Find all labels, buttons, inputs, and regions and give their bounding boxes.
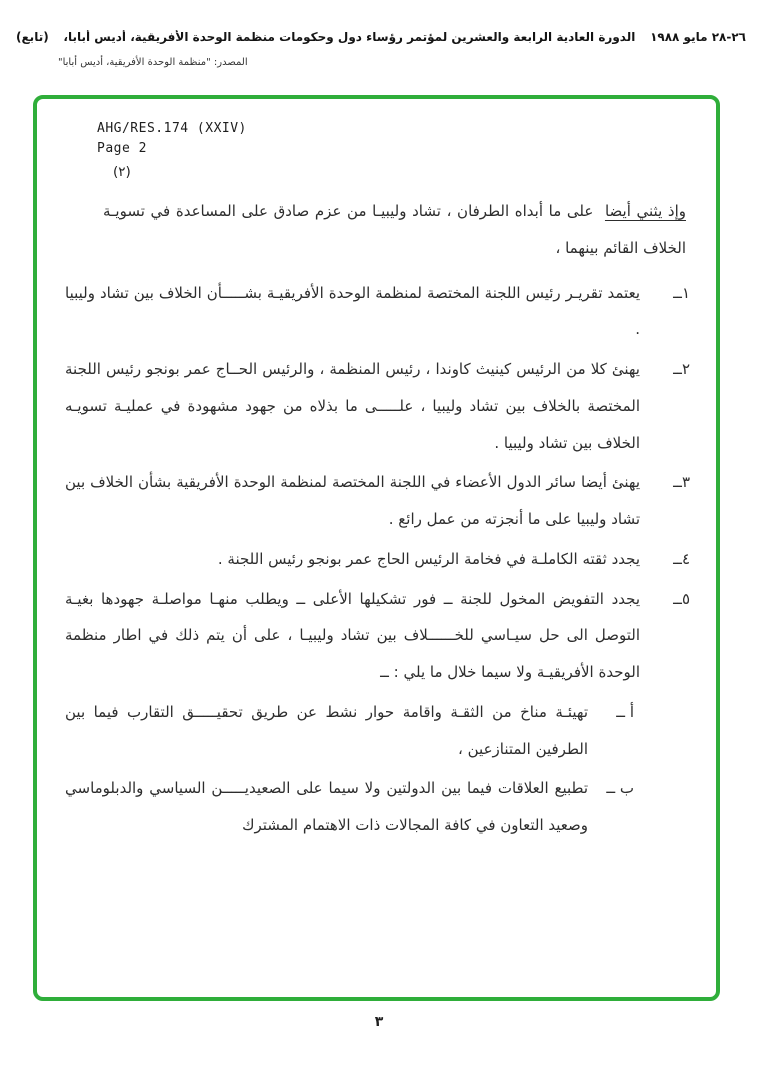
- subitem-marker: ب ــ: [606, 779, 634, 798]
- item-text: يجدد ثقته الكاملـة في فخامة الرئيس الحاج عمر بونجو رئيس اللجنة .: [217, 549, 640, 568]
- source-line: المصدر: "منظمة الوحدة الأفريقية، أديس أبابا": [58, 57, 248, 68]
- subitem-text: تطبيع العلاقات فيما بين الدولتين ولا سيما على الصعيديـــــن السياسي والدبلوماسي وصعيد التعاون في كافة المجالات ذات الاهتمام المشترك: [65, 779, 588, 835]
- resolution-number: AHG/RES.174 (XXIV): [97, 121, 247, 136]
- item-marker: ١ــ: [673, 283, 690, 302]
- preamble-underlined-phrase: وإذ يثني أيضا: [604, 202, 686, 221]
- resolution-item-2: [59, 351, 690, 461]
- item-marker: ٤ــ: [673, 549, 690, 568]
- item-marker: ٥ــ: [673, 589, 690, 608]
- document-highlight-frame: [33, 95, 720, 1001]
- item-marker: ٣ــ: [673, 473, 690, 492]
- item-marker: ٢ــ: [673, 360, 690, 379]
- resolution-item-3: [59, 464, 690, 538]
- item-text: يعتمد تقريـر رئيس اللجنة المختصة لمنظمة الوحدة الأفريقيـة بشـــــأن الخلاف بين تشاد وليبيا .: [65, 283, 640, 339]
- preamble-paragraph: [103, 193, 686, 267]
- document-reference-block: [97, 119, 690, 183]
- page-label: Page 2: [97, 141, 147, 157]
- subitem-text: تهيئـة مناخ من الثقـة واقامة حوار نشط عن طريق تحقيـــــق التقارب فيما بين الطرفين المتنازعين ،: [65, 702, 588, 758]
- resolution-subitem-b: [59, 770, 634, 844]
- session-title: الدورة العادية الرابعة والعشرين لمؤتمر رؤساء دول وحكومات منظمة الوحدة الأفريقية، أديس أبابا،: [63, 30, 636, 44]
- footer-page-number: ٣: [374, 1014, 384, 1030]
- resolution-body: [59, 193, 690, 844]
- item-text: يجدد التفويض المخول للجنة ــ فور تشكيلها الأعلى ــ ويطلب منهـا مواصلـة جهودها بغيـة التوصل الى حل سيـاسي للخــــــلاف بين تشاد وليبيـا ، على أن يتم ذلك في اطار منظمة الوحدة الأفريقيـة ولا سيما خلال ما يلي : ــ: [65, 589, 640, 682]
- preamble-text: على ما أبداه الطرفان ، تشاد وليبيـا من عزم صادق على المساعدة في تسويـة الخلاف القائم بينهما ،: [103, 202, 686, 257]
- subitem-marker: أ ــ: [616, 702, 634, 721]
- item-text: يهنئ أيضا سائر الدول الأعضاء في اللجنة المختصة لمنظمة الوحدة الأفريقية بشأن الخلاف بين تشاد وليبيا على ما أنجزته من عمل رائع .: [65, 473, 640, 529]
- resolution-subitem-a: [59, 694, 634, 768]
- continuation-tag: (تابع): [16, 30, 49, 44]
- arabic-page-number: (٢): [113, 164, 131, 181]
- item-text: يهنئ كلا من الرئيس كينيث كاوندا ، رئيس المنظمة ، والرئيس الحــاج عمر بونجو رئيس اللجنة المختصة بالخلاف بين تشاد وليبيا ، علـــــى ما بذلاه من جهود مشهودة في عمليـة تسويـه الخلاف بين تشاد وليبيا .: [65, 360, 640, 452]
- resolution-item-5: [59, 581, 690, 691]
- session-date: ٢٦-٢٨ مايو ١٩٨٨: [650, 30, 746, 44]
- resolution-item-1: [59, 275, 690, 349]
- catalog-header: [16, 30, 746, 44]
- resolution-item-4: [59, 541, 690, 578]
